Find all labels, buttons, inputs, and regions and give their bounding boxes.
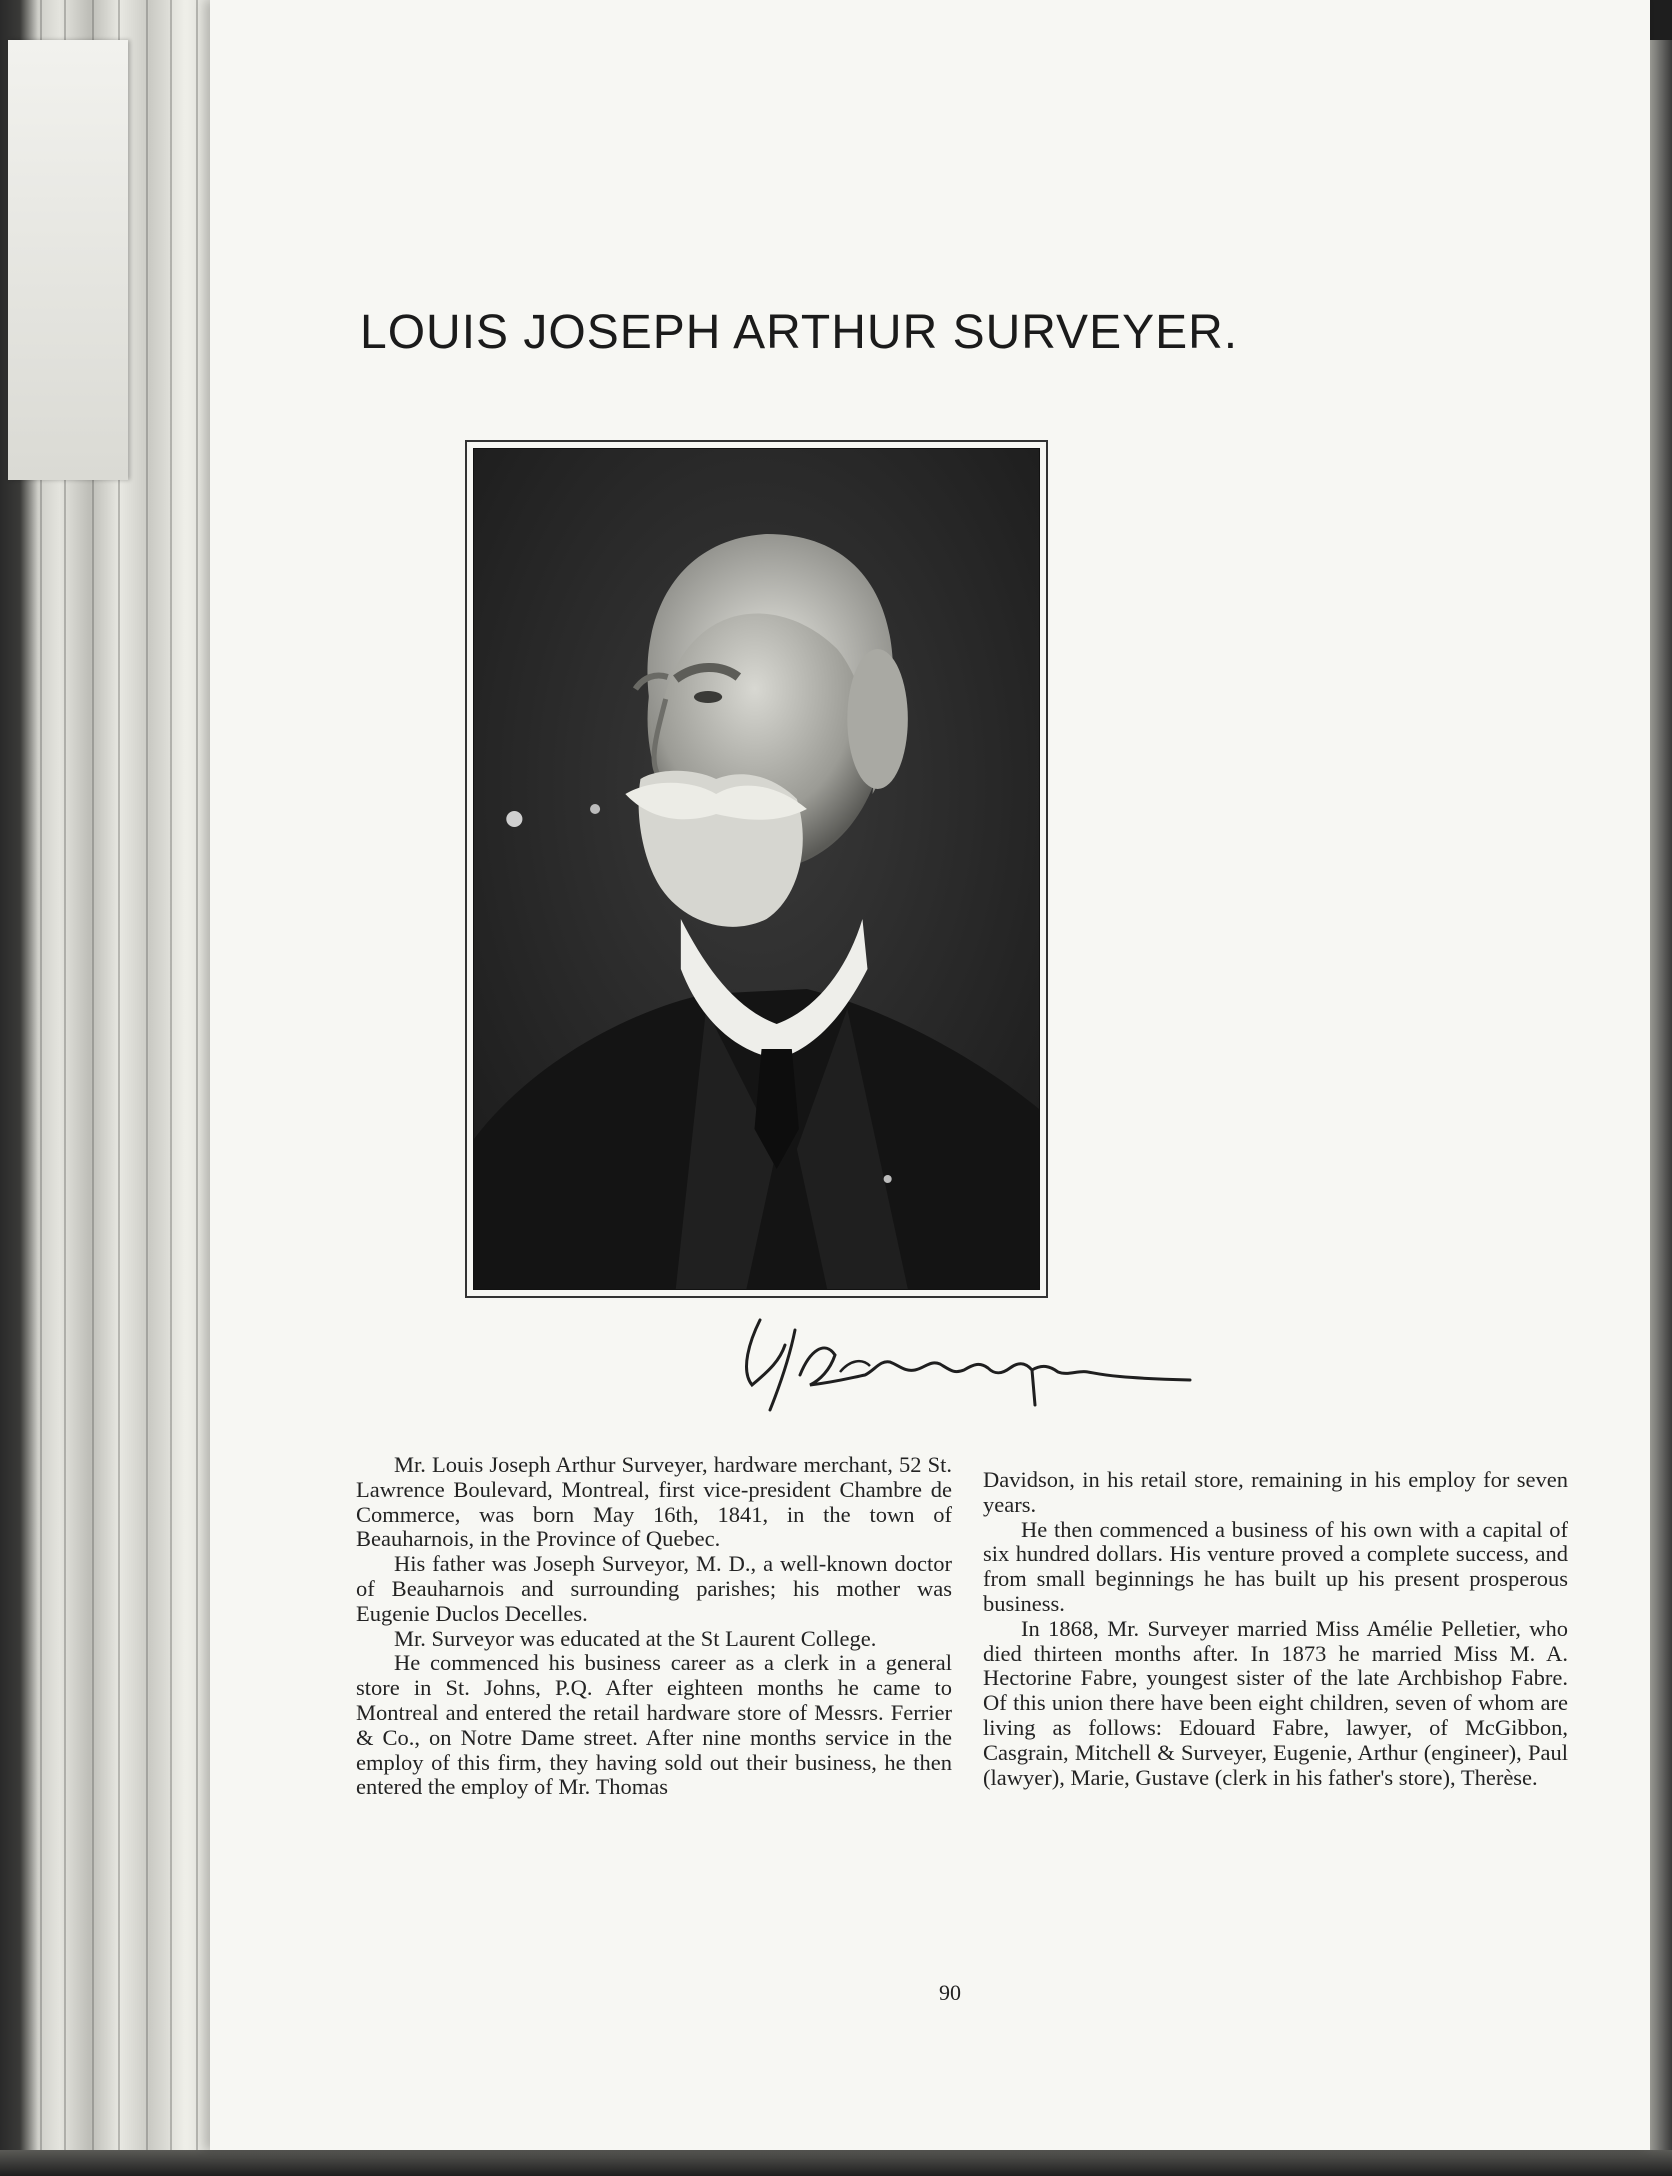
paragraph: He commenced his business career as a clerk in a general store in St. Johns, P.Q. After eighteen months he came to Montreal and entered the retail hardware store of Messrs. Ferrier & Co., on Notre Dame street. After nine months service in the employ of this firm, they having sold out their business, he then entered the employ of Mr. Thomas (356, 1650, 952, 1800)
paragraph: Mr. Louis Joseph Arthur Surveyer, hardware merchant, 52 St. Lawrence Boulevard, Montreal, first vice-president Chambre de Commerce, was born May 16th, 1841, in the town of Beauharnois, in the Province of Quebec. (356, 1452, 952, 1552)
paragraph: He then commenced a business of his own with a capital of six hundred dollars. His venture proved a complete success, and from small beginnings he has built up his present prosperous business. (983, 1516, 1568, 1616)
paragraph: His father was Joseph Surveyor, M. D., a well-known doctor of Beauharnois and surrounding parishes; his mother was Eugenie Duclos Decelles. (356, 1551, 952, 1626)
paragraph: In 1868, Mr. Surveyer married Miss Amélie Pelletier, who died thirteen months after. In 1873 he married Miss M. A. Hectorine Fabre, youngest sister of the late Archbishop Fabre. Of this union there have been eight children, seven of whom are living as follows: Edouard Fabre, lawyer, of McGibbon, Casgrain, Mitchell & Surveyer, Eugenie, Arthur (engineer), Paul (lawyer), Marie, Gustave (clerk in his father's store), Therèse. (983, 1615, 1568, 1790)
portrait-frame (465, 440, 1048, 1298)
bottom-book-edge (0, 2150, 1672, 2176)
text-column-left (356, 1453, 952, 1800)
paragraph: Davidson, in his retail store, remaining in his employ for seven years. (983, 1467, 1568, 1517)
folded-page-tab (8, 40, 128, 480)
paragraph: Mr. Surveyor was educated at the St Laurent College. (394, 1625, 877, 1651)
right-book-edge (1650, 40, 1672, 2160)
page-number: 90 (939, 1980, 961, 2005)
page-title: LOUIS JOSEPH ARTHUR SURVEYER. (360, 306, 1239, 359)
text-column-right (983, 1468, 1568, 1790)
signature (740, 1300, 1200, 1420)
portrait-photo (473, 448, 1040, 1290)
